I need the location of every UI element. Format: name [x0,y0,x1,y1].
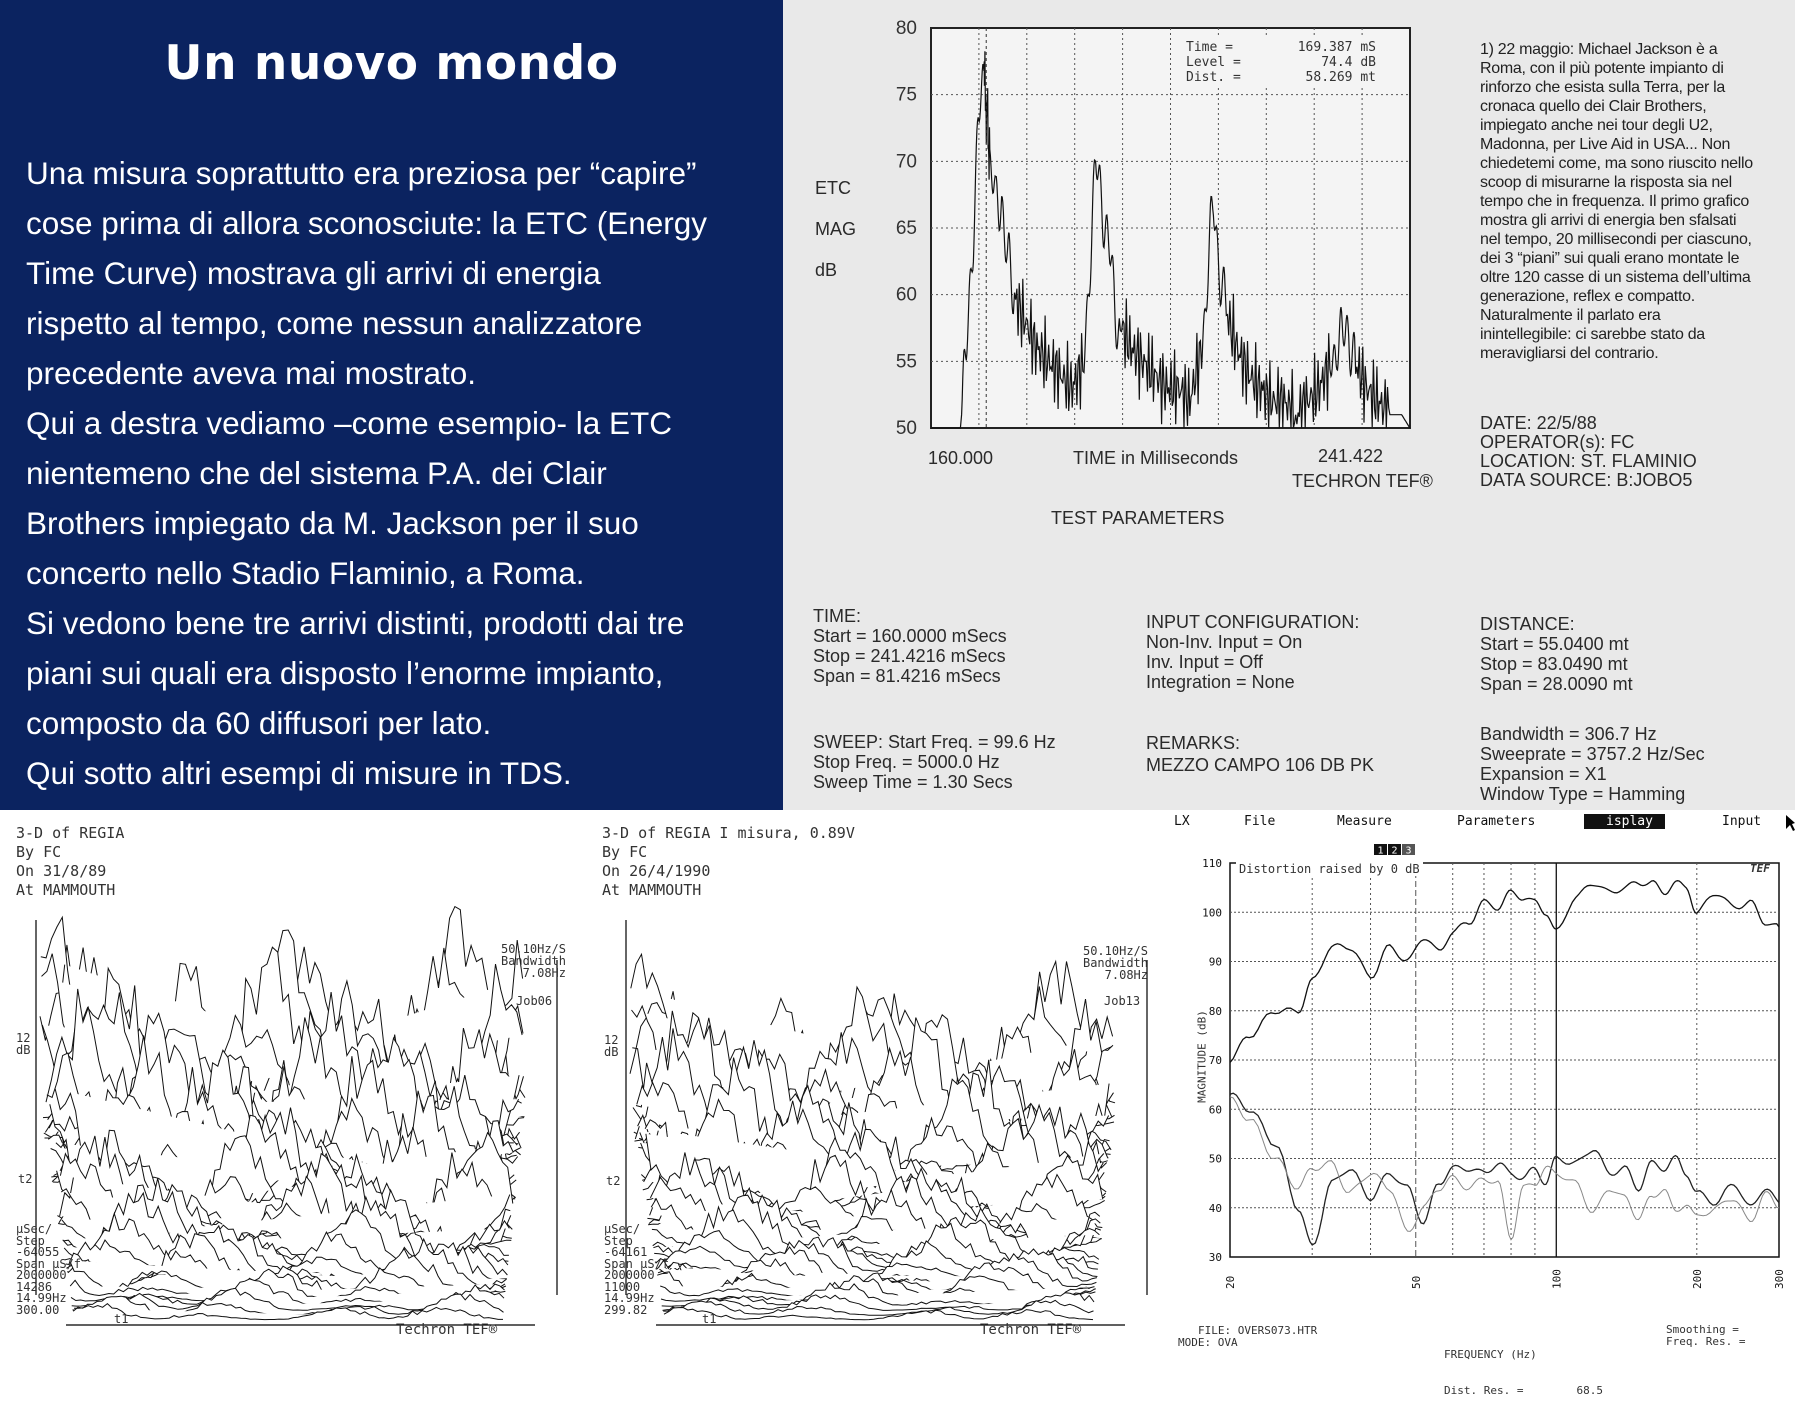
param-line: 299.82 [604,1302,648,1317]
etc-y-tick: 50 [895,418,917,439]
meta-line: LOCATION: ST. FLAMINIO [1480,451,1697,471]
distance-parameters [1480,614,1633,694]
param-line: Span µS/f [16,1256,82,1271]
slide-body [26,148,786,798]
param-line: Bandwidth [1082,956,1148,970]
menu-item-lx[interactable]: LX [1174,814,1190,829]
body-line: Si vedono bene tre arrivi distinti, prodotti dai tre [26,605,685,641]
freq-x-tick: 50 [1409,1275,1423,1289]
tef-logo: TEF [1750,862,1770,875]
scale-label: 12 [16,1031,31,1045]
readout-value: 169.387 mS [1297,40,1376,55]
etc-side-label: MAG [815,219,857,239]
etc-y-tick: 80 [895,18,917,39]
param-line: Stop = 83.0490 mt [1480,654,1628,674]
input-configuration [1146,612,1359,692]
freq-y-tick: 80 [1208,1004,1222,1018]
param-line: Window Type = Hamming [1480,784,1686,804]
caption-line: dei 3 “piani” sui quali erano montate le [1480,250,1740,267]
caption-line: mostra gli arrivi di energia ben sfalsati [1480,212,1737,229]
caption-line: 1) 22 maggio: Michael Jackson è a [1480,41,1718,58]
waterfall-1-bottom-params [16,1224,81,1316]
bandwidth-parameters [1480,724,1705,804]
param-line: Sweep Time = 1.30 Secs [813,772,1013,792]
body-line: Qui a destra vediamo –come esempio- la ETC [26,405,673,441]
param-line: 14286 [16,1279,53,1294]
freq-y-tick: 100 [1202,906,1222,920]
caption-line: oltre 120 casse di un sistema dell’ultima [1480,269,1751,286]
waterfall-1-job: Job06 [516,994,553,1008]
footer-line: Freq. Res. = [1666,1335,1746,1348]
param-line: 7.08Hz [1104,968,1148,982]
slide-title: Un nuovo mondo [164,36,619,91]
param-line: Inv. Input = Off [1146,652,1263,672]
param-line: Start = 55.0400 mt [1480,634,1629,654]
freq-y-tick: 110 [1202,857,1222,870]
header-line: By FC [16,843,62,861]
param-line: Span µS/f [604,1256,670,1271]
param-line: Sweeprate = 3757.2 Hz/Sec [1480,744,1705,764]
body-line: concerto nello Stadio Flaminio, a Roma. [26,555,585,591]
footer-mid [1444,1325,1603,1421]
body-line: precedente aveva mai mostrato. [26,355,476,391]
param-line: µSec/ [16,1222,53,1236]
waterfall-1-t1: t1 [114,1312,129,1326]
footer-line: MODE: OVA [1178,1336,1238,1349]
body-line: Brothers impiegato da M. Jackson per il suo [26,505,639,541]
freq-x-tick: 20 [1224,1275,1237,1289]
freq-y-tick: 50 [1208,1152,1222,1166]
etc-x-label: TIME in Milliseconds [1073,448,1239,468]
readout-label: Level = [1186,55,1241,70]
param-line: Step [16,1233,45,1248]
etc-side-label: dB [815,260,838,280]
footer-line: Dist. Res. = 68.5 [1444,1384,1603,1397]
menu-item-measure[interactable]: Measure [1337,814,1392,829]
caption-line: inintellegibile: ci sarebbe stato da [1480,326,1705,343]
waterfall-2-params [1052,945,1148,981]
param-line: SWEEP: Start Freq. = 99.6 Hz [813,732,1056,752]
waterfall-1-params [470,943,566,979]
waterfall-2-t1: t1 [702,1312,717,1326]
param-line: 300.00 [16,1302,60,1317]
trace-selector-3[interactable] [1402,844,1415,857]
param-line: 2000000 [604,1268,655,1282]
param-line: Integration = None [1146,672,1295,692]
body-line: Una misura soprattutto era preziosa per “capire” [26,155,697,191]
param-line: µSec/ [604,1222,641,1236]
etc-y-tick: 60 [895,284,917,306]
param-line: Bandwidth = 306.7 Hz [1480,724,1657,744]
freq-x-tick: 100 [1550,1269,1564,1289]
param-line: TIME: [813,606,861,626]
remarks [1146,732,1374,776]
freq-y-tick: 30 [1208,1251,1222,1264]
y-axis-label: MAGNITUDE (dB) [1195,1010,1209,1103]
etc-readout-values [1281,40,1376,85]
etc-readout-labels [1186,40,1241,85]
meta-line: DATA SOURCE: B:JOBO5 [1480,470,1693,490]
sweep-parameters [813,732,1056,792]
param-line: 11000 [604,1279,641,1294]
header-line: 3-D of REGIA [16,824,125,842]
footer-right [1666,1324,1745,1348]
meta-line: OPERATOR(s): FC [1480,432,1635,452]
freq-x-tick: 300 [1773,1269,1786,1289]
caption-line: generazione, reflex e compatto. [1480,288,1695,305]
trace-selector-1[interactable] [1374,844,1387,857]
body-line: piani sui quali era disposto l’enorme impianto, [26,655,664,691]
etc-y-tick: 65 [895,218,917,239]
menu-item-file[interactable]: File [1244,814,1276,829]
caption-line: rinforzo che esista sulla Terra, per la [1480,79,1726,96]
body-line: composto da 60 diffusori per lato. [26,705,492,741]
header-line: 3-D of REGIA I misura, 0.89V [602,824,855,842]
param-line: Start = 160.0000 mSecs [813,626,1007,646]
etc-x-end: 241.422 [1318,446,1384,466]
param-line: Stop = 241.4216 mSecs [813,646,1006,666]
selector-label: 2 [1391,845,1398,857]
param-line: DISTANCE: [1480,614,1575,634]
waterfall-1-header [16,824,124,900]
caption-line: Madonna, per Live Aid in USA... Non [1480,136,1731,153]
scale-label: dB [604,1045,619,1059]
etc-measurement-scan [783,0,1795,810]
etc-y-tick: 70 [895,151,917,173]
meta-line: DATE: 22/5/88 [1480,413,1597,433]
readout-value: 58.269 mt [1305,70,1376,85]
waterfall-1-t2: t2 [18,1172,33,1186]
etc-x-start: 160.000 [928,448,994,468]
param-line: MEZZO CAMPO 106 DB PK [1146,755,1375,775]
param-line: INPUT CONFIGURATION: [1146,612,1360,632]
caption-line: nel tempo, 20 millisecondi per ciascuno, [1480,231,1752,248]
caption-line: impiegato anche nei tour degli U2, [1480,117,1713,134]
trace-selector-2[interactable] [1388,844,1401,857]
param-line: 14.99Hz [16,1291,67,1305]
etc-side-labels [815,168,856,291]
waterfall-2-job: Job13 [1104,994,1141,1008]
param-line: REMARKS: [1146,733,1241,753]
test-parameters-heading: TEST PARAMETERS [1051,508,1225,528]
selector-label: 3 [1405,845,1412,857]
waterfall-2-bottom-params [604,1224,669,1316]
caption-line: meravigliarsi del contrario. [1480,345,1659,362]
param-line: Stop Freq. = 5000.0 Hz [813,752,1000,772]
footer-line: FREQUENCY (Hz) [1444,1348,1537,1361]
header-line: At MAMMOUTH [16,881,116,899]
footer-left [1178,1325,1317,1349]
param-line: -64055 [16,1245,60,1259]
etc-side-label: ETC [815,178,851,198]
caption-line: tempo che in frequenza. Il primo grafico [1480,193,1750,210]
body-line: rispetto al tempo, come nessun analizzatore [26,305,643,341]
caption-line: scoop di misurarne la risposta sia nel [1480,174,1732,191]
waterfall-2-brand: Techron TEF® [980,1322,1082,1338]
header-line: On 26/4/1990 [602,862,711,880]
menu-item-input[interactable]: Input [1722,814,1762,829]
distortion-annotation: Distortion raised by 0 dB [1236,862,1423,876]
caption-line: Naturalmente il parlato era [1480,307,1661,324]
param-line: Expansion = X1 [1480,764,1607,784]
waterfall-2-t2: t2 [606,1174,621,1188]
footer-line: FILE: OVERS073.HTR [1198,1324,1318,1337]
waterfall-2-header [602,824,855,900]
etc-y-tick: 75 [895,84,917,106]
readout-label: Time = [1186,40,1233,55]
waterfall-plot-1 [0,810,590,1348]
param-line: 50.10Hz/S [1082,944,1148,958]
caption-line: cronaca quello dei Clair Brothers, [1480,98,1707,115]
freq-y-tick: 70 [1208,1054,1222,1067]
waterfall-plot-2 [590,810,1174,1348]
header-line: By FC [602,843,648,861]
freq-x-tick: 200 [1690,1269,1704,1289]
param-line: 50.10Hz/S [500,942,566,956]
freq-y-tick: 90 [1208,955,1222,969]
body-line: Qui sotto altri esempi di misure in TDS. [26,755,572,791]
readout-value: 74.4 dB [1321,55,1376,70]
time-parameters [813,606,1007,686]
menu-item-parameters[interactable]: Parameters [1457,814,1536,829]
caption-line: Roma, con il più potente impianto di [1480,60,1724,77]
param-line: Bandwidth [500,954,566,968]
scale-label: dB [16,1043,31,1057]
measurement-meta [1480,414,1697,490]
param-line: Step [604,1233,633,1248]
caption-line: chiedetemi come, ma sono riuscito nello [1480,155,1753,172]
etc-y-tick: 55 [895,351,917,373]
header-line: On 31/8/89 [16,862,107,880]
menu-item-isplay[interactable]: isplay [1584,814,1665,829]
param-line: 2000000 [16,1268,67,1282]
mouse-cursor-icon [1786,815,1795,831]
frequency-response-plot [1174,810,1795,1397]
body-line: nientemeno che del sistema P.A. dei Clair [26,455,607,491]
param-line: 14.99Hz [604,1291,655,1305]
param-line: Non-Inv. Input = On [1146,632,1303,652]
readout-label: Dist. = [1186,70,1241,85]
freq-y-tick: 40 [1208,1201,1222,1215]
header-line: At MAMMOUTH [602,881,702,899]
footer-line: Smoothing = [1666,1323,1739,1336]
frequency-chart [1174,810,1795,1348]
body-line: cose prima di allora sconosciute: la ETC (Energy [26,205,708,241]
param-line: Span = 81.4216 mSecs [813,666,1001,686]
param-line: 7.08Hz [522,966,566,980]
param-line: Span = 28.0090 mt [1480,674,1633,694]
waterfall-2-scale [604,1034,618,1058]
etc-brand: TECHRON TEF® [1292,471,1433,491]
etc-caption [1480,40,1785,363]
freq-y-tick: 60 [1208,1103,1222,1117]
selector-label: 1 [1377,845,1384,857]
waterfall-1-scale [16,1032,30,1056]
scale-label: 12 [604,1033,619,1047]
waterfall-1-brand: Techron TEF® [396,1322,498,1338]
param-line: -64161 [604,1245,648,1259]
body-line: Time Curve) mostrava gli arrivi di energia [26,255,601,291]
